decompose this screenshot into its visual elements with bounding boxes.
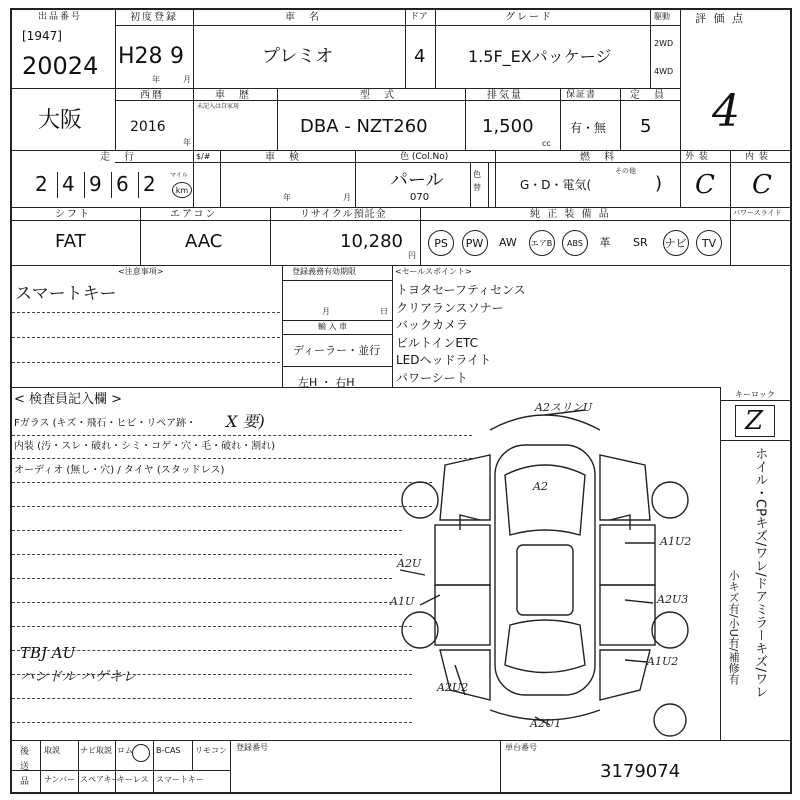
hand-note-2: ハンドル ハゲキレ xyxy=(20,669,137,685)
year-unit-2: 年 xyxy=(183,138,191,147)
mileage-digit: 6 xyxy=(116,172,129,196)
fuel-label: 燃 料 xyxy=(580,152,616,163)
footer-item: 取説 xyxy=(44,746,60,755)
color-name: パール xyxy=(390,170,444,191)
mileage-digit: 4 xyxy=(62,172,75,196)
footer-item: ナンバー xyxy=(44,775,76,784)
recycle-label: リサイクル預託金 xyxy=(300,209,387,220)
sales-point: LEDヘッドライト xyxy=(396,353,492,367)
model-label: 型 式 xyxy=(360,90,396,101)
equip-label: 純 正 装 備 品 xyxy=(530,209,611,220)
equip-item: AW xyxy=(499,236,517,249)
displacement: 1,500 xyxy=(482,116,534,137)
audio-line: オーディオ (無し・穴) / タイヤ (スタッドレス) xyxy=(14,465,225,476)
reg-no-label: 登録番号 xyxy=(236,743,268,752)
interior-grade: C xyxy=(752,170,772,200)
reg-day-unit: 日 xyxy=(380,307,388,316)
side-vertical-text-2: 小キズ有/小U有/補修有 xyxy=(727,570,741,685)
footer-item: ナビ取説 xyxy=(80,746,112,755)
door-count: 4 xyxy=(414,46,426,67)
footer-item: ロム xyxy=(117,746,133,755)
drive-4wd: 4WD xyxy=(654,67,674,76)
mark-5: A1U xyxy=(390,595,415,608)
handle-side: 左H ・ 右H xyxy=(298,376,355,389)
history-note: 未記入は自家用 xyxy=(197,103,240,110)
color-number: 070 xyxy=(410,192,430,203)
footer-item: スマートキー xyxy=(156,775,204,784)
insp-month-unit: 月 xyxy=(343,193,351,202)
mileage-divider xyxy=(138,172,139,198)
year-unit: 年 xyxy=(152,75,160,84)
equip-item: PS xyxy=(428,230,454,256)
mark-4: A2U xyxy=(397,557,422,570)
import-dealer: ディーラー・並行 xyxy=(293,344,381,357)
cc-unit: cc xyxy=(542,139,551,148)
drive-2wd: 2WD xyxy=(654,39,674,48)
km-unit: km xyxy=(172,182,192,198)
caution-note: スマートキー xyxy=(15,284,117,304)
shift: FAT xyxy=(55,231,86,252)
aircon-label: エアコン xyxy=(170,209,218,220)
interior-line: 内装 (汚・スレ・破れ・シミ・コゲ・穴・毛・破れ・割れ) xyxy=(14,441,275,452)
equip-item: TV xyxy=(696,230,722,256)
mark-6: A2U3 xyxy=(657,593,689,606)
sales-point: パワーシート xyxy=(396,370,468,385)
door-label: ドア xyxy=(410,12,428,22)
score-label: 評 価 点 xyxy=(695,12,745,25)
equip-item: ナビ xyxy=(663,230,689,256)
model-code: DBA - NZT260 xyxy=(300,116,428,137)
shift-label: シフト xyxy=(55,209,91,220)
drive-label: 駆動 xyxy=(654,12,670,21)
month-unit: 月 xyxy=(183,75,191,84)
car-name: プレミオ xyxy=(262,46,334,67)
footer-col1: 後 送 品 xyxy=(20,747,30,787)
keylock-mark: Z xyxy=(745,406,764,436)
mile-unit: マイル xyxy=(170,172,188,179)
year-label: 西暦 xyxy=(140,90,164,101)
history-label: 車 歴 xyxy=(215,90,251,101)
aircon: AAC xyxy=(185,231,223,252)
insp-year-unit: 年 xyxy=(283,193,291,202)
color-change: 色替 xyxy=(473,170,481,192)
regdate-label: 登録義務有効期限 xyxy=(292,267,356,276)
car-name-label: 車 名 xyxy=(285,12,321,23)
footer-item: キーレス xyxy=(117,775,149,784)
mileage-divider xyxy=(84,172,85,198)
sales-point: ビルトインETC xyxy=(396,335,478,350)
sales-point: クリアランスソナー xyxy=(396,300,504,315)
sales-point: バックカメラ xyxy=(396,318,469,332)
recycle-fee: 10,280 xyxy=(340,231,403,252)
yen-unit: 円 xyxy=(408,251,416,260)
location: 大阪 xyxy=(38,108,83,133)
footer-item: リモコン xyxy=(195,746,227,755)
model-year: 2016 xyxy=(130,119,166,135)
exterior-grade: C xyxy=(695,170,715,200)
hand-note-1: TBJ AU xyxy=(20,644,76,662)
keylock-label: キーロック xyxy=(735,390,775,399)
mark-8: A2U2 xyxy=(437,681,469,694)
fuel-value: G・D・電気( xyxy=(520,178,592,192)
first-reg-month: 9 xyxy=(170,44,184,69)
fuel-close: ) xyxy=(655,173,663,194)
equip-item: 革 xyxy=(599,236,611,249)
footer-item: スペアキー xyxy=(80,775,120,784)
first-reg-label: 初度登録 xyxy=(130,12,178,23)
fuel-other: その他 xyxy=(615,167,636,175)
exterior-label: 外 装 xyxy=(685,152,709,162)
mileage-divider xyxy=(57,172,58,198)
capacity: 5 xyxy=(640,116,652,137)
interior-label: 内 装 xyxy=(745,152,769,162)
mark-3: A1U2 xyxy=(660,535,692,548)
mark-1: A2スリンU xyxy=(535,401,593,414)
inspection-label: 車 検 xyxy=(265,152,301,163)
warranty-value: 有・無 xyxy=(570,121,607,135)
color-label: 色 (Col.No) xyxy=(400,152,449,162)
glass-mark: X 要) xyxy=(226,412,265,431)
sharp-label: $/# xyxy=(196,152,211,161)
sales-label: <セールスポイント> xyxy=(395,267,472,276)
warranty-label: 保証書 xyxy=(566,90,597,100)
powerslide-label: パワースライド xyxy=(733,209,782,217)
mark-2: A2 xyxy=(533,480,548,493)
mileage-label: 走 行 xyxy=(100,152,136,163)
score-value: 4 xyxy=(712,86,740,137)
grade-label: グレード xyxy=(505,12,553,23)
equip-item: ABS xyxy=(562,230,588,256)
footer-item: B-CAS xyxy=(156,746,181,755)
cc-label: 排気量 xyxy=(487,90,523,101)
equip-item: エアB xyxy=(529,230,555,256)
car-diagram xyxy=(385,395,720,740)
import-label: 輸 入 車 xyxy=(318,322,348,331)
grade: 1.5F_EXパッケージ xyxy=(468,47,612,66)
equip-item: PW xyxy=(462,230,488,256)
mileage-digit: 2 xyxy=(143,172,156,196)
reg-month-unit: 月 xyxy=(322,307,330,316)
unit-no-label: 単台番号 xyxy=(505,743,537,752)
entry-small: [1947] xyxy=(22,29,62,43)
glass-line: Fガラス (キズ・飛石・ヒビ・リペア跡・ xyxy=(14,418,197,429)
inspector-title: < 検査員記入欄 > xyxy=(14,392,123,407)
mark-7: A1U2 xyxy=(647,655,679,668)
caution-label: <注意事項> xyxy=(118,267,164,276)
sales-point: トヨタセーフティセンス xyxy=(396,283,526,297)
mark-9: A2U1 xyxy=(530,717,562,730)
side-vertical-text: ホイル・CPキズ/ワレ/ドアミラーキズ/ワレ xyxy=(752,447,768,699)
mileage-digit: 2 xyxy=(35,172,48,196)
unit-number: 3179074 xyxy=(600,761,681,782)
capacity-label: 定 員 xyxy=(630,90,666,101)
rom-circle xyxy=(132,744,150,762)
mileage-digit: 9 xyxy=(89,172,102,196)
entry-label: 出品番号 xyxy=(38,12,83,22)
mileage-divider xyxy=(111,172,112,198)
entry-number: 20024 xyxy=(22,52,99,80)
equip-item: SR xyxy=(633,236,648,249)
first-reg-era: H28 xyxy=(118,44,163,69)
